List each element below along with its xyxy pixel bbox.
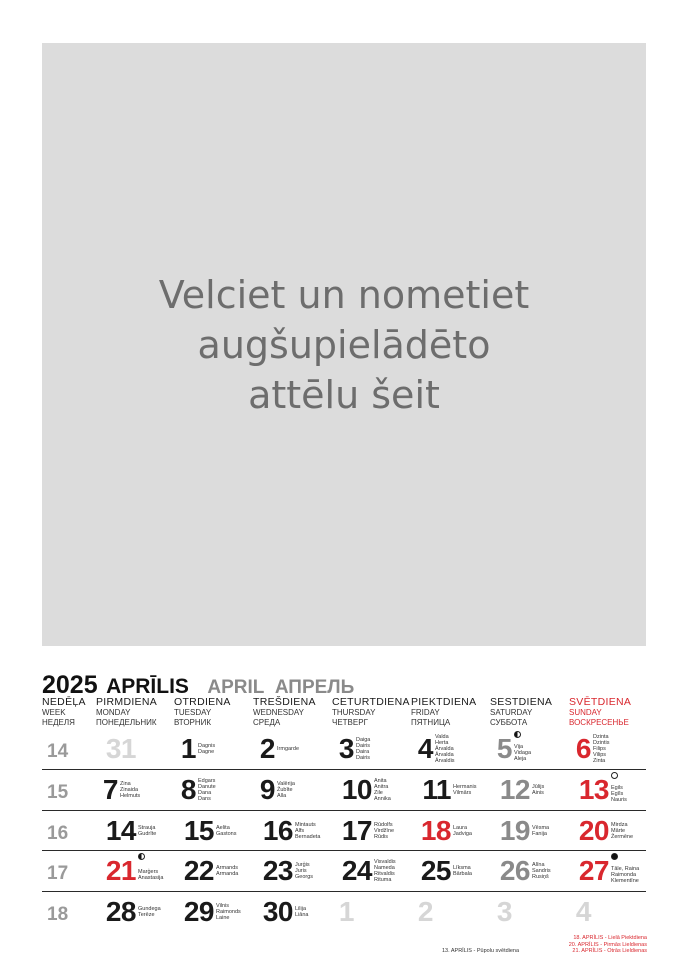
day-cell[interactable] xyxy=(332,892,354,932)
day-number: 25 xyxy=(420,855,451,886)
day-number: 28 xyxy=(105,896,136,927)
day-cell[interactable] xyxy=(253,729,275,769)
day-number: 19 xyxy=(499,815,530,846)
day-cell[interactable] xyxy=(174,729,196,769)
day-number: 11 xyxy=(422,774,451,805)
nameday-list: Marģers Anastasija xyxy=(138,868,164,881)
day-number: 1 xyxy=(180,733,196,764)
day-header-friday xyxy=(411,697,476,729)
holiday-note: 20. APRĪLIS - Pirmās Lieldienas xyxy=(568,941,647,948)
week-row xyxy=(42,891,646,932)
day-cell[interactable] xyxy=(490,729,512,769)
day-cell[interactable] xyxy=(569,851,609,891)
day-header-l1: CETURTDIENA xyxy=(332,696,410,708)
nameday-list: Valērija Žubīte Alla xyxy=(277,780,295,800)
day-header-l1: PIEKTDIENA xyxy=(411,696,477,708)
nameday-list: Dagnis Dagne xyxy=(198,742,216,755)
day-number: 5 xyxy=(496,733,512,764)
day-header-l1: PIRMDIENA xyxy=(96,696,158,708)
day-header-l3: ПЯТНИЦА xyxy=(411,718,451,727)
nameday-list: Lilija Liāna xyxy=(295,905,309,918)
day-header-l3: ВОСКРЕСЕНЬЕ xyxy=(569,718,629,727)
holiday-note-secondary: 13. APRĪLIS - Pūpolu svētdiena xyxy=(442,948,520,954)
day-number: 2 xyxy=(259,733,275,764)
nameday-list: Jurģis Juris Georgs xyxy=(295,861,314,881)
day-header-l1: SVĒTDIENA xyxy=(569,696,632,708)
day-header-l2: WEDNESDAY xyxy=(253,707,304,717)
holiday-notes xyxy=(569,935,647,955)
day-number: 4 xyxy=(575,896,591,927)
nameday-list: Alīna Sandris Rusiņš xyxy=(532,861,551,881)
nameday-list: Daiga Dairis Daira Dairis xyxy=(356,736,371,762)
nameday-list: Tāle, Raina Raimonda Klementīne xyxy=(611,865,640,885)
nameday-list: Visvaldis Nameda Ritvaldis Rituma xyxy=(374,858,396,884)
day-number: 31 xyxy=(105,733,136,764)
day-number: 23 xyxy=(262,855,293,886)
day-header-l2: THURSDAY xyxy=(332,707,376,717)
day-number: 9 xyxy=(259,774,275,805)
nameday-list: Gundega Terēze xyxy=(138,905,161,918)
day-cell[interactable] xyxy=(411,892,433,932)
full-moon-icon xyxy=(611,772,618,779)
week-row xyxy=(42,769,646,810)
nameday-list: Jūlijs Ainis xyxy=(532,783,545,796)
nameday-list: Aelita Gastons xyxy=(216,824,237,837)
day-cell[interactable] xyxy=(411,811,451,851)
day-header-wednesday xyxy=(253,697,316,729)
day-header-thursday xyxy=(332,697,410,729)
nameday-list: Vēsma Fanija xyxy=(532,824,550,837)
quarter-moon-icon xyxy=(514,731,521,738)
day-cell[interactable] xyxy=(411,851,451,891)
nameday-list: Dzinta Dzintis Filips Vilips Zinta xyxy=(593,733,610,765)
day-cell[interactable] xyxy=(490,811,530,851)
week-column-header xyxy=(42,697,86,729)
week-number: 16 xyxy=(47,823,69,844)
day-cell[interactable] xyxy=(96,811,136,851)
day-number: 21 xyxy=(105,855,136,886)
week-number: 15 xyxy=(47,782,69,803)
nameday-list: Hermanis Vilmārs xyxy=(453,783,477,796)
day-header-l1: SESTDIENA xyxy=(490,696,553,708)
nameday-list: Valda Herta Ārvalda Ārvalda Ārvaldis xyxy=(435,733,455,765)
day-cell[interactable] xyxy=(332,851,372,891)
day-number: 24 xyxy=(341,855,372,886)
day-cell[interactable] xyxy=(490,851,530,891)
day-cell[interactable] xyxy=(332,729,354,769)
day-cell[interactable] xyxy=(569,729,591,769)
nameday-list: Mirdza Mārte Žermēne xyxy=(611,821,634,841)
day-number: 20 xyxy=(578,815,609,846)
day-number: 26 xyxy=(499,855,530,886)
day-cell[interactable] xyxy=(569,811,609,851)
day-cell[interactable] xyxy=(253,892,293,932)
day-number: 4 xyxy=(417,733,433,764)
day-number: 3 xyxy=(496,896,512,927)
nameday-list: Līksma Bārbala xyxy=(453,864,472,877)
day-number: 18 xyxy=(420,815,451,846)
day-header-l2: MONDAY xyxy=(96,707,131,717)
day-cell[interactable] xyxy=(253,851,293,891)
day-cell[interactable] xyxy=(96,851,136,891)
day-number: 14 xyxy=(105,815,136,846)
day-cell[interactable] xyxy=(96,770,118,810)
week-header-lv: NEDĒĻA xyxy=(42,696,86,708)
holiday-note: 21. APRĪLIS - Otrās Lieldienas xyxy=(572,948,647,954)
nameday-list: Vilnis Raimonds Laine xyxy=(216,902,241,922)
day-number: 8 xyxy=(180,774,196,805)
year-label: 2025 xyxy=(42,671,98,699)
day-header-l2: TUESDAY xyxy=(174,707,212,717)
day-header-l1: OTRDIENA xyxy=(174,696,231,708)
week-number: 14 xyxy=(47,741,69,762)
nameday-list: Egils Egīls Nauris xyxy=(611,784,627,804)
nameday-list: Mintauts Alfs Bernadeta xyxy=(295,821,321,841)
week-number: 17 xyxy=(47,863,69,884)
nameday-list: Armands Armanda xyxy=(216,864,239,877)
day-header-l3: ВТОРНИК xyxy=(174,718,212,727)
day-number: 29 xyxy=(183,896,214,927)
day-number: 17 xyxy=(341,815,372,846)
nameday-list: Laura Jadviga xyxy=(453,824,472,837)
day-number: 15 xyxy=(183,815,214,846)
day-header-l3: ПОНЕДЕЛЬНИК xyxy=(96,718,157,727)
day-header-l3: СУББОТА xyxy=(490,718,528,727)
day-cell[interactable] xyxy=(174,811,214,851)
day-header-monday xyxy=(96,697,157,729)
day-cell[interactable] xyxy=(411,770,451,810)
day-header-l2: SATURDAY xyxy=(490,707,533,717)
month-label-en: APRIL xyxy=(207,677,265,698)
day-number: 16 xyxy=(262,815,293,846)
day-header-sunday xyxy=(569,697,631,729)
day-number: 3 xyxy=(338,733,354,764)
photo-dropzone[interactable] xyxy=(42,43,646,646)
week-header-en: WEEK xyxy=(42,707,66,717)
nameday-list: Strauja Gudrīte xyxy=(138,824,157,837)
day-number: 12 xyxy=(499,774,530,805)
day-cell[interactable] xyxy=(174,770,196,810)
new-moon-icon xyxy=(611,853,618,860)
week-row xyxy=(42,850,646,891)
nameday-list: Rūdolfs Virdžīne Rūdis xyxy=(374,821,395,841)
day-cell[interactable] xyxy=(569,892,591,932)
day-cell[interactable] xyxy=(174,892,214,932)
nameday-list: Vija Vidaga Aleja xyxy=(514,743,532,763)
day-header-saturday xyxy=(490,697,552,729)
dropzone-text: Velciet un nometiet augšupielādēto attēlu šeit xyxy=(158,272,530,417)
day-number: 1 xyxy=(338,896,354,927)
day-cell[interactable] xyxy=(174,851,214,891)
week-row xyxy=(42,729,646,769)
day-header-l3: ЧЕТВЕРГ xyxy=(332,718,368,727)
day-header-tuesday xyxy=(174,697,231,729)
day-header-l2: SUNDAY xyxy=(569,707,602,717)
holiday-note: 18. APRĪLIS - Lielā Piektdiena xyxy=(573,935,647,941)
month-label-ru: АПРЕЛЬ xyxy=(274,677,355,698)
nameday-list: Edgars Danute Dana Dans xyxy=(198,777,216,803)
day-number: 7 xyxy=(102,774,118,805)
day-header-l2: FRIDAY xyxy=(411,707,440,717)
quarter-moon-icon xyxy=(138,853,145,860)
day-cell[interactable] xyxy=(490,892,512,932)
week-header-ru: НЕДЕЛЯ xyxy=(42,718,75,727)
week-row xyxy=(42,810,646,851)
nameday-list: Irmgarde xyxy=(277,745,300,752)
month-label-lv: APRĪLIS xyxy=(106,675,189,698)
day-number: 27 xyxy=(578,855,609,886)
day-number: 13 xyxy=(578,774,609,805)
day-header-l1: TREŠDIENA xyxy=(253,696,316,708)
day-cell[interactable] xyxy=(569,770,609,810)
day-number: 2 xyxy=(417,896,433,927)
week-number: 18 xyxy=(47,904,69,925)
day-number: 22 xyxy=(183,855,214,886)
day-cell[interactable] xyxy=(96,729,136,769)
day-cell[interactable] xyxy=(253,811,293,851)
day-number: 6 xyxy=(575,733,591,764)
day-cell[interactable] xyxy=(411,729,433,769)
day-number: 10 xyxy=(341,774,372,805)
day-number: 30 xyxy=(262,896,293,927)
day-cell[interactable] xyxy=(332,811,372,851)
day-cell[interactable] xyxy=(490,770,530,810)
day-cell[interactable] xyxy=(253,770,275,810)
day-header-l3: СРЕДА xyxy=(253,718,281,727)
nameday-list: Zina Zinaida Helmuts xyxy=(120,780,141,800)
day-cell[interactable] xyxy=(96,892,136,932)
nameday-list: Anita Anitra Zile Annika xyxy=(374,777,391,803)
day-cell[interactable] xyxy=(332,770,372,810)
